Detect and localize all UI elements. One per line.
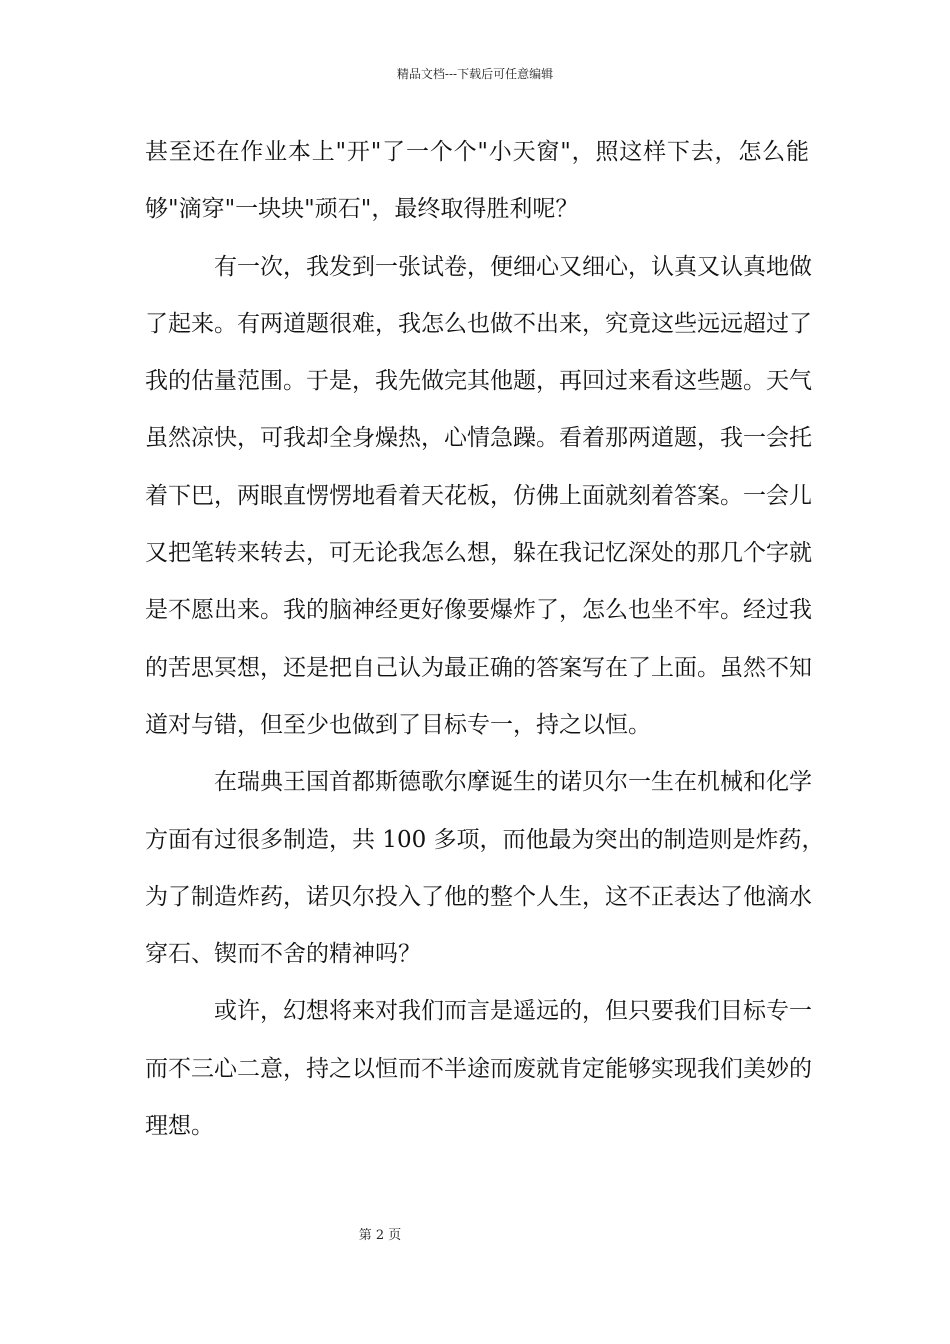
text-line: 为了制造炸药，诺贝尔投入了他的整个人生，这不正表达了他滴水 bbox=[145, 883, 812, 910]
text-line: 有一次，我发到一张试卷，便细心又细心，认真又认真地做 bbox=[214, 253, 812, 280]
page-number: 第 2 页 bbox=[358, 1228, 402, 1243]
text-line: 而不三心二意，持之以恒而不半途而废就肯定能够实现我们美妙的 bbox=[145, 1055, 812, 1082]
text-line: 虽然凉快，可我却全身燥热，心情急躁。看着那两道题，我一会托 bbox=[145, 425, 812, 452]
text-line: 我的估量范围。于是，我先做完其他题，再回过来看这些题。天气 bbox=[145, 368, 812, 395]
page-header: 精品文档---下载后可任意编辑 bbox=[396, 67, 554, 81]
text-line: 方面有过很多制造，共 100 多项，而他最为突出的制造则是炸药， bbox=[145, 826, 825, 853]
text-line: 在瑞典王国首都斯德歌尔摩诞生的诺贝尔一生在机械和化学 bbox=[214, 769, 812, 796]
text-line: 理想。 bbox=[145, 1113, 214, 1140]
text-line: 了起来。有两道题很难，我怎么也做不出来，究竟这些远远超过了 bbox=[145, 310, 812, 337]
text-line: 甚至还在作业本上"开"了一个个"小天窗"，照这样下去，怎么能 bbox=[145, 139, 809, 165]
text-line: 的苦思冥想，还是把自己认为最正确的答案写在了上面。虽然不知 bbox=[145, 654, 812, 681]
text-line: 够"滴穿"一块块"顽石"，最终取得胜利呢？ bbox=[145, 196, 579, 223]
text-line: 道对与错，但至少也做到了目标专一，持之以恒。 bbox=[145, 711, 651, 738]
text-line: 或许，幻想将来对我们而言是遥远的，但只要我们目标专一 bbox=[214, 998, 812, 1025]
text-line: 着下巴，两眼直愣愣地看着天花板，仿佛上面就刻着答案。一会儿 bbox=[145, 482, 812, 509]
text-line: 是不愿出来。我的脑神经更好像要爆炸了，怎么也坐不牢。经过我 bbox=[145, 597, 812, 624]
document-body bbox=[145, 124, 825, 1155]
text-line: 穿石、锲而不舍的精神吗？ bbox=[145, 941, 421, 968]
text-line: 又把笔转来转去，可无论我怎么想，躲在我记忆深处的那几个字就 bbox=[145, 540, 812, 567]
